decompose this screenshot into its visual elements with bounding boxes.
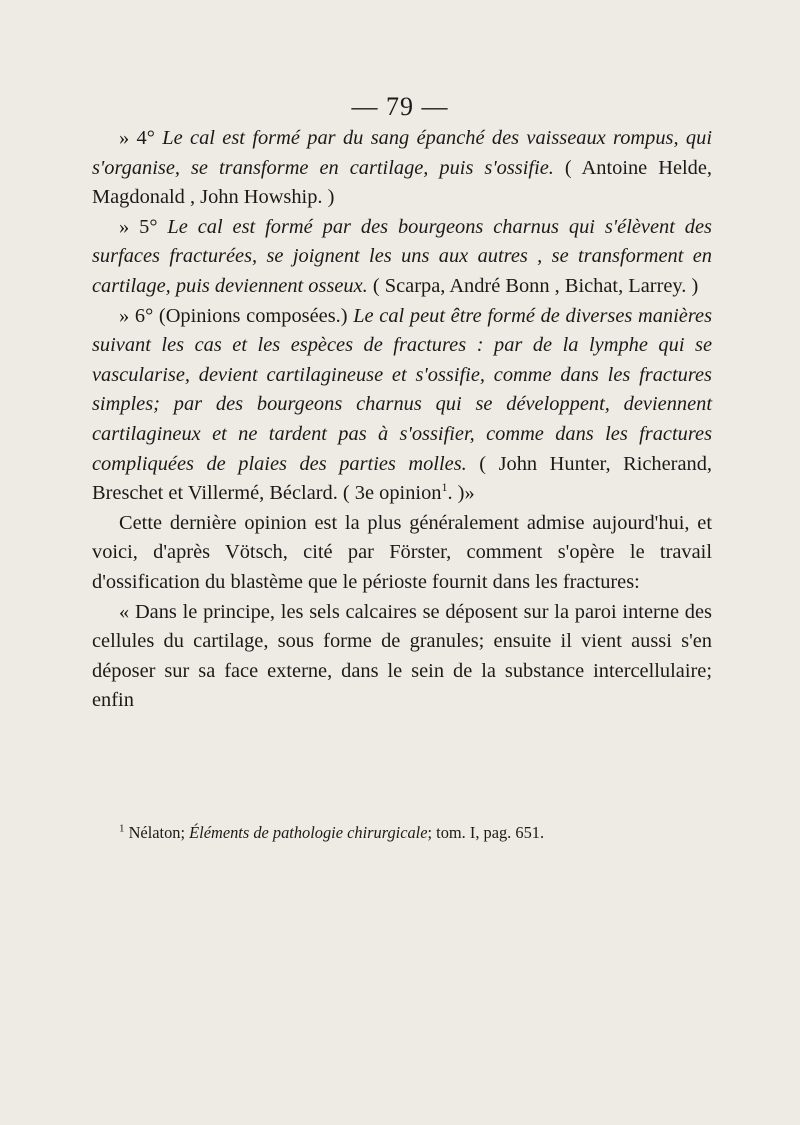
footnote-title: Éléments de pathologie chirurgicale: [189, 823, 428, 842]
paragraph-lead: » 6° (Opinions composées.): [119, 304, 354, 327]
paragraph-italic: Le cal est formé par du sang épanché des vaisseaux rompus, qui s'organise, se transforme en cartilage, puis s'ossifie.: [92, 127, 712, 179]
paragraph-opinion-6: [92, 302, 712, 509]
paragraph-opinion-5: [92, 213, 712, 302]
paragraph-tail-end: . )»: [447, 482, 475, 505]
paragraph-ossification: Cette dernière opinion est la plus généralement admise aujourd'hui, et voici, d'après Vötsch, cité par Förster, comment s'opère le travail d'ossification du blastème que le périoste fournit dans les fractures:: [92, 511, 712, 593]
paragraph-tail: ( Scarpa, André Bonn , Bichat, Larrey. ): [367, 274, 699, 297]
footnote: [92, 822, 712, 844]
footnote-marker: 1: [119, 822, 125, 835]
paragraph-tail: ( John Hunter, Richerand, Breschet et Villermé, Béclard. ( 3e opinion: [92, 452, 712, 505]
paragraph-lead: » 4°: [119, 127, 163, 149]
footnote-rest: ; tom. I, pag. 651.: [427, 823, 545, 842]
footnote-author: Nélaton;: [124, 823, 190, 842]
body-text: [92, 124, 712, 716]
paragraph-italic: Le cal peut être formé de diverses manières suivant les cas et les espèces de fractures : par de la lymphe qui se vascularise, devient cartilagineuse et s'ossifie, comme dans les fractures simples; par des bourgeons charnus qui se développent, deviennent cartilagineux et ne tardent pas à s'ossifier, comme dans les fractures compliquées de plaies des parties molles.: [92, 304, 713, 475]
paragraph-tail: ( Antoine Helde, Magdonald , John Howship. ): [92, 156, 713, 209]
paragraph-opinion-4: [92, 124, 712, 213]
footnote-ref: 1: [441, 480, 448, 495]
page-number: — 79 —: [351, 92, 449, 121]
paragraph-italic: Le cal est formé par des bourgeons charnus qui s'élèvent des surfaces fracturées, se joignent les uns aux autres , se transforment en cartilage, puis deviennent osseux.: [92, 215, 712, 297]
paragraph-quote: « Dans le principe, les sels calcaires se déposent sur la paroi interne des cellules du cartilage, sous forme de granules; ensuite il vient aussi s'en déposer sur sa face externe, dans le sein de la substance intercellulaire; enfin: [92, 600, 712, 712]
paragraph-lead: » 5°: [119, 215, 168, 238]
